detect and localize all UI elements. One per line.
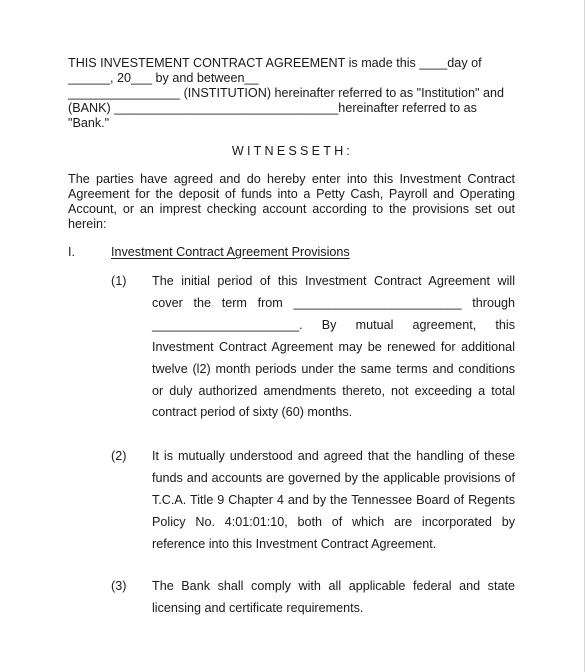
provision-1-line-1: The initial period of this Investment Contract Agreement will xyxy=(152,274,515,288)
intro-line-3: ________________ (INSTITUTION) hereinafter referred to as "Institution" and xyxy=(68,86,504,100)
provision-2-line-1: It is mutually understood and agreed that the handling of these xyxy=(152,449,515,463)
provision-2-line-4: Policy No. 4:01:01:10, both of which are incorporated by xyxy=(152,515,515,529)
provision-2-number: (2) xyxy=(111,449,127,463)
parties-line-2: Agreement for the deposit of funds into a Petty Cash, Payroll and Operating xyxy=(68,187,515,201)
intro-line-1: THIS INVESTEMENT CONTRACT AGREEMENT is made this ____day of xyxy=(68,56,482,70)
provision-1-line-5: twelve (l2) month periods under the same terms and conditions xyxy=(152,362,515,376)
intro-line-5: "Bank." xyxy=(68,116,110,130)
provision-3-number: (3) xyxy=(111,579,127,593)
parties-line-1: The parties have agreed and do hereby enter into this Investment Contract xyxy=(68,172,515,186)
provision-2-line-2: funds and accounts are governed by the applicable provisions of xyxy=(152,471,515,485)
provision-1-line-6: or duly authorized amendments thereto, not exceeding a total xyxy=(152,384,515,398)
provision-3-line-2: licensing and certificate requirements. xyxy=(152,601,364,615)
intro-line-2: ______, 20___ by and between__ xyxy=(68,71,259,85)
provision-3-line-1: The Bank shall comply with all applicable federal and state xyxy=(152,579,515,593)
intro-line-4: (BANK) ________________________________hereinafter referred to as xyxy=(68,101,477,115)
provision-1-line-3: _____________________. By mutual agreement, this xyxy=(152,318,515,332)
section-number: I. xyxy=(68,245,75,259)
provision-1-line-7: contract period of sixty (60) months. xyxy=(152,405,353,419)
provision-1-line-2: cover the term from ________________________ through xyxy=(152,296,515,310)
parties-line-4: herein: xyxy=(68,217,107,231)
provision-2-line-5: reference into this Investment Contract Agreement. xyxy=(152,537,437,551)
provision-2-line-3: T.C.A. Title 9 Chapter 4 and by the Tennessee Board of Regents xyxy=(152,493,515,507)
provision-1-line-4: Investment Contract Agreement may be renewed for additional xyxy=(152,340,515,354)
provision-1-number: (1) xyxy=(111,274,127,288)
parties-line-3: Account, or an imprest checking account according to the provisions set out xyxy=(68,202,515,216)
section-title: Investment Contract Agreement Provisions xyxy=(111,245,350,259)
witnesseth-heading: WITNESSETH: xyxy=(231,144,354,158)
